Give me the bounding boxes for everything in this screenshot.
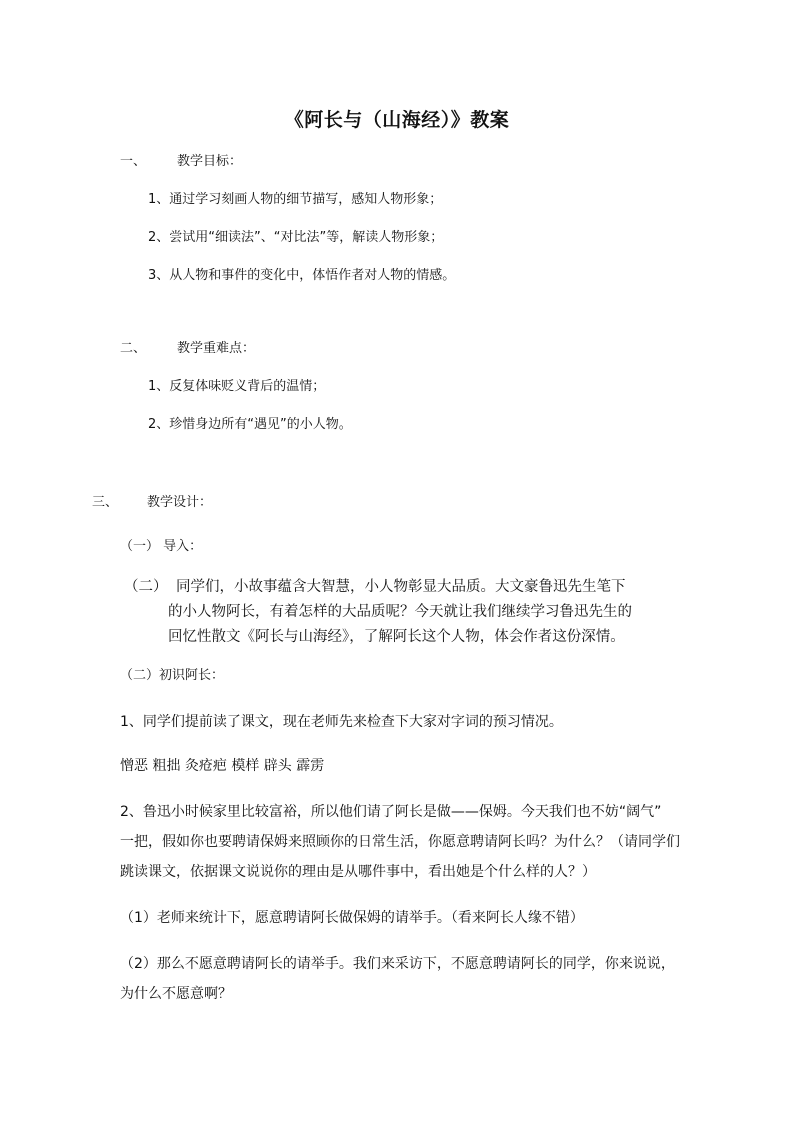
question-1: 1、同学们提前读了课文，现在老师先来检查下大家对字词的预习情况。 [120,714,563,730]
section-2-heading [120,340,255,358]
section-heading-text: 教学目标： [177,154,243,169]
section-2-item-2: 2、珍惜身边所有“遇见”的小人物。 [148,417,352,432]
section-2-item-1: 1、反复体味贬义背后的温情； [148,379,326,394]
design-step-2-line-2: 的小人物阿长，有着怎样的大品质呢？今天就让我们继续学习鲁迅先生的 [168,604,632,620]
sub-question-2-line-2: 为什么不愿意啊？ [120,986,232,1002]
section-heading-text: 教学设计： [147,495,213,510]
question-2-line-3: 跳读课文，依据课文说说你的理由是从哪件事中，看出她是个什么样的人？） [120,864,596,880]
design-step-2-label: （二） [124,579,168,595]
section-number: 一、 [120,154,147,169]
page-title: 《阿长与（山海经）》教案 [284,109,510,131]
section-1-item-3: 3、从人物和事件的变化中，体悟作者对人物的情感。 [148,268,456,283]
design-step-3: （二）初识阿长： [120,668,225,683]
section-number: 二、 [120,341,147,356]
section-1-heading [120,153,242,171]
question-2-line-2: 一把，假如你也要聘请保姆来照顾你的日常生活，你愿意聘请阿长吗？为什么？（请同学们 [120,834,680,850]
section-number: 三、 [92,495,119,510]
question-2-line-1: 2、鲁迅小时候家里比较富裕，所以他们请了阿长是做——保姆。今天我们也不妨“阔气” [120,804,662,820]
design-step-intro: （一） 导入： [120,539,203,554]
sub-question-2-line-1: （2）那么不愿意聘请阿长的请举手。我们来采访下，不愿意聘请阿长的同学，你来说说， [120,956,675,972]
design-step-2-line-3: 回忆性散文《阿长与山海经》，了解阿长这个人物，体会作者这份深情。 [168,629,625,645]
design-step-2-line-1: 同学们，小故事蕴含大智慧，小人物彰显大品质。大文豪鲁迅先生笔下 [176,579,626,595]
vocab-list: 憎恶 粗拙 灸疮疤 模样 辟头 霹雳 [120,758,325,774]
section-3-heading [92,494,212,512]
section-1-item-1: 1、通过学习刻画人物的细节描写，感知人物形象； [148,192,443,207]
sub-question-1: （1）老师来统计下，愿意聘请阿长做保姆的请举手。（看来阿长人缘不错） [120,910,584,926]
section-heading-text: 教学重难点： [177,341,256,356]
section-1-item-2: 2、尝试用“细读法”、“对比法”等，解读人物形象； [148,230,444,245]
